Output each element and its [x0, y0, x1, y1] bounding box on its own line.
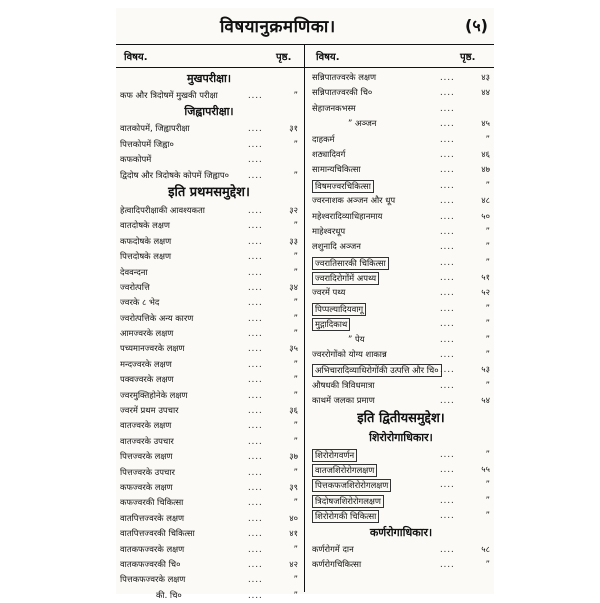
index-entry — [308, 101, 494, 116]
entry-title: ज्वरमें प्रथम उपचार — [120, 405, 179, 416]
index-entry — [308, 347, 494, 362]
page-title: विषयानुक्रमणिका। — [220, 17, 336, 37]
index-entry — [308, 378, 494, 393]
left-page-heading: पृष्ठ. — [276, 52, 292, 63]
entry-page: ” — [293, 90, 298, 100]
entry-title: कर्णरोगचिकित्सा — [312, 558, 362, 569]
leader-dots: .... — [248, 574, 263, 585]
index-entry — [116, 152, 302, 167]
entry-title: पित्तदोषके लक्षण — [120, 251, 172, 262]
leader-dots: .... — [440, 379, 455, 390]
leader-dots: .... — [440, 102, 455, 113]
index-entry — [308, 193, 494, 208]
index-entry — [116, 480, 302, 495]
leader-dots: .... — [440, 494, 455, 505]
entry-title: हेत्वादिपरीक्षाकी आवश्यकता — [120, 204, 205, 215]
entry-page: ” — [293, 169, 298, 180]
entry-title: औषधकी त्रिविधमात्रा — [312, 379, 375, 390]
entry-page: ५८ — [481, 543, 490, 554]
index-entry — [308, 239, 494, 254]
index-entry — [116, 557, 302, 572]
index-entry — [116, 311, 302, 326]
index-entry — [308, 224, 494, 239]
section-heading — [116, 103, 302, 121]
leader-dots: .... — [248, 297, 263, 308]
entry-page: ३९ — [289, 481, 298, 492]
section-heading — [116, 70, 302, 88]
entry-title: पित्तज्वरके उपचार — [120, 466, 175, 477]
leader-dots: .... — [248, 481, 263, 492]
entry-title: पित्तकफजशिरोरोगलक्षण — [312, 479, 391, 492]
leader-dots: .... — [248, 312, 263, 323]
entry-page: ५४ — [481, 395, 490, 406]
page-header — [116, 14, 494, 42]
leader-dots: .... — [440, 164, 455, 175]
entry-page: ” — [293, 589, 298, 600]
index-entry — [308, 447, 494, 462]
index-entry — [308, 132, 494, 147]
index-entry — [308, 285, 494, 300]
leader-dots: .... — [440, 395, 455, 406]
leader-dots: .... — [248, 589, 263, 600]
leader-dots: .... — [248, 405, 263, 416]
entry-title: ज्वरमुक्तिहोनेके लक्षण — [120, 389, 188, 400]
entry-title: सामान्यचिकित्सा — [312, 164, 361, 175]
index-entry — [308, 70, 494, 85]
entry-page: ५३ — [481, 364, 490, 375]
entry-page: ३१ — [289, 123, 298, 134]
entry-page: ” — [293, 251, 298, 262]
leader-dots: .... — [248, 154, 263, 165]
leader-dots: .... — [248, 138, 263, 149]
index-entry — [308, 493, 494, 508]
index-entry — [116, 372, 302, 387]
entry-title: वातपित्तज्वरकी चिकित्सा — [120, 528, 195, 539]
leader-dots: .... — [248, 528, 263, 539]
index-entry — [116, 542, 302, 557]
entry-title: वातकफज्वरकी चि० — [120, 558, 181, 569]
leader-dots: .... — [248, 466, 263, 477]
leader-dots: .... — [440, 148, 455, 159]
entry-title: कफदोषके लक्षण — [120, 235, 172, 246]
leader-dots: .... — [440, 133, 455, 144]
entry-page: ” — [293, 389, 298, 400]
column-header-row — [116, 44, 494, 68]
entry-title: पक्वज्वरके लक्षण — [120, 374, 174, 385]
entry-page: ” — [485, 379, 490, 390]
entry-title: इति प्रथमसमुद्देश। — [168, 184, 250, 200]
index-entry — [116, 121, 302, 136]
leader-dots: .... — [248, 90, 263, 100]
right-page-heading: पृष्ठ. — [460, 52, 476, 63]
leader-dots: .... — [248, 235, 263, 246]
entry-title: मुद्गादिकाथ — [312, 318, 350, 331]
index-entry — [116, 234, 302, 249]
entry-page: ” — [293, 435, 298, 446]
leader-dots: .... — [248, 389, 263, 400]
leader-dots: .... — [248, 374, 263, 385]
entry-page: ” — [485, 302, 490, 313]
entry-title: शठ्यादिवर्ग — [312, 148, 346, 159]
entry-page: ४० — [289, 512, 298, 523]
leader-dots: .... — [248, 497, 263, 508]
entry-page: ” — [293, 328, 298, 339]
leader-dots: .... — [248, 358, 263, 369]
entry-page: ” — [293, 312, 298, 323]
entry-page: ” — [485, 494, 490, 505]
entry-title: इति द्वितीयसमुद्देश। — [357, 410, 445, 426]
leader-dots: .... — [248, 251, 263, 262]
index-entry — [308, 332, 494, 347]
leader-dots: .... — [248, 451, 263, 462]
entry-title: कफकोपमें — [120, 154, 152, 165]
entry-page: ” — [293, 220, 298, 231]
entry-title: ज्वरोत्पत्तिके अन्य कारण — [120, 312, 194, 323]
entry-page: ” — [485, 479, 490, 490]
entry-title: जिह्वापरीक्षा। — [184, 105, 234, 119]
leader-dots: .... — [248, 266, 263, 277]
index-entry — [308, 116, 494, 131]
entry-title: वातकफज्वरके लक्षण — [120, 543, 185, 554]
entry-page: ४२ — [289, 558, 298, 569]
leader-dots: .... — [248, 435, 263, 446]
entry-title: पिप्पल्यादियवागू — [312, 303, 366, 316]
index-entry — [116, 434, 302, 449]
index-entry — [116, 572, 302, 587]
entry-page: ” — [485, 179, 490, 190]
entry-title: की. चि० — [156, 589, 182, 600]
entry-page: ४६ — [481, 148, 490, 159]
leader-dots: .... — [248, 512, 263, 523]
entry-page: ” — [485, 558, 490, 569]
entry-page: ४७ — [481, 164, 490, 175]
entry-title: शिरोरोगवर्णन — [312, 449, 357, 462]
index-entry — [308, 255, 494, 270]
index-entry — [116, 326, 302, 341]
entry-title: अभिचारादिव्याधिरोगोंकी उत्पत्ति और चि० — [312, 364, 442, 377]
entry-title: मन्दज्वरके लक्षण — [120, 358, 172, 369]
entry-title: ज्वरादिरोगोंमें अपथ्य — [312, 272, 379, 285]
entry-title: वातकोपमें, जिह्वापरीक्षा — [120, 123, 190, 134]
leader-dots: .... — [440, 195, 455, 206]
entry-page: ” — [293, 358, 298, 369]
leader-dots: .... — [248, 281, 263, 292]
entry-title: पच्यमानज्वरके लक्षण — [120, 343, 185, 354]
entry-title: पित्तकोपमें जिह्वा० — [120, 138, 174, 149]
index-entry — [116, 588, 302, 603]
entry-page: ५५ — [481, 463, 490, 474]
entry-title: शिरोरोगाधिकार। — [369, 430, 433, 444]
index-entry — [116, 265, 302, 280]
entry-title: द्विदोष और त्रिदोषके कोपमें जिह्वाप० — [120, 169, 230, 180]
index-entry — [116, 526, 302, 541]
leader-dots: .... — [440, 72, 455, 82]
index-entry — [116, 449, 302, 464]
index-entry — [308, 178, 494, 193]
index-entry — [308, 393, 494, 408]
entry-page: ” — [485, 349, 490, 360]
entry-page: ” — [293, 420, 298, 431]
leader-dots: .... — [248, 558, 263, 569]
entry-page: ” — [485, 241, 490, 252]
leader-dots: .... — [440, 241, 455, 252]
leader-dots: .... — [248, 169, 263, 180]
entry-page: ” — [485, 256, 490, 267]
entry-title: वातज्वरके उपचार — [120, 435, 174, 446]
entry-title: दाहकर्म — [312, 133, 335, 144]
entry-page: ३३ — [289, 235, 298, 246]
entry-page: ५२ — [481, 287, 490, 298]
index-entry — [116, 218, 302, 233]
leader-dots: .... — [440, 448, 455, 459]
index-entry — [308, 462, 494, 477]
entry-title: सन्निपातज्वरके लक्षण — [312, 72, 377, 82]
entry-page: ४१ — [289, 528, 298, 539]
entry-title: मुखपरीक्षा। — [186, 72, 232, 85]
entry-title: पित्तज्वरके लक्षण — [120, 451, 173, 462]
entry-page: ४५ — [481, 118, 490, 129]
entry-title: वातपित्तज्वरके लक्षण — [120, 512, 185, 523]
entry-title: वातदोषके लक्षण — [120, 220, 170, 231]
entry-title: वातज्वरके लक्षण — [120, 420, 172, 431]
leader-dots: .... — [440, 479, 455, 490]
index-entry — [308, 209, 494, 224]
entry-page: ” — [485, 318, 490, 329]
index-entry — [308, 557, 494, 572]
section-heading — [308, 429, 494, 447]
entry-title: सन्निपातज्वरकी चि० — [312, 87, 373, 98]
entry-page: ” — [293, 543, 298, 554]
section-heading — [116, 183, 302, 203]
entry-page: ४३ — [481, 72, 490, 82]
index-entry — [116, 388, 302, 403]
index-entry — [116, 495, 302, 510]
leader-dots: .... — [440, 87, 455, 98]
leader-dots: .... — [440, 543, 455, 554]
entry-page: ” — [485, 225, 490, 236]
index-entry — [116, 465, 302, 480]
index-entry — [116, 295, 302, 310]
index-entry — [308, 301, 494, 316]
leader-dots: .... — [440, 118, 455, 129]
index-entry — [116, 280, 302, 295]
entry-title: कफज्वरकी चिकित्सा — [120, 497, 184, 508]
index-entry — [308, 362, 494, 377]
leader-dots: .... — [440, 302, 455, 313]
entry-title: ” पेय — [348, 333, 365, 344]
entry-title: शिरोरोगकी चिकित्सा — [312, 510, 379, 523]
entry-title: वातजशिरोरोगलक्षण — [312, 464, 377, 477]
entry-page: ४८ — [481, 195, 490, 206]
entry-title: लशुनादि अञ्जन — [312, 241, 361, 252]
leader-dots: .... — [440, 510, 455, 521]
index-entry — [308, 316, 494, 331]
index-entry — [308, 270, 494, 285]
entry-page: ” — [293, 266, 298, 277]
index-entry — [308, 147, 494, 162]
index-entry — [308, 477, 494, 492]
leader-dots: .... — [440, 364, 455, 375]
entry-page: ३५ — [289, 343, 298, 354]
entry-page: ४४ — [481, 87, 490, 98]
entry-page: ” — [293, 374, 298, 385]
entry-title: ज्वरातिसारकी चिकित्सा — [312, 257, 389, 270]
right-index-column — [308, 70, 494, 572]
leader-dots: .... — [440, 333, 455, 344]
entry-title: कफज्वरके लक्षण — [120, 481, 173, 492]
entry-page: ” — [485, 448, 490, 459]
leader-dots: .... — [248, 204, 263, 215]
leader-dots: .... — [440, 318, 455, 329]
entry-title: माहेश्वरधूप — [312, 225, 346, 236]
entry-title: कर्णरोगाधिकार। — [369, 525, 433, 539]
index-entry — [116, 357, 302, 372]
entry-page: ” — [485, 133, 490, 144]
index-entry — [116, 249, 302, 264]
entry-page: ” — [485, 333, 490, 344]
index-entry — [308, 85, 494, 100]
index-entry — [116, 88, 302, 103]
entry-page: ” — [293, 138, 298, 149]
leader-dots: .... — [248, 328, 263, 339]
leader-dots: .... — [440, 558, 455, 569]
leader-dots: .... — [440, 225, 455, 236]
leader-dots: .... — [440, 210, 455, 221]
book-page — [116, 8, 494, 600]
column-divider — [304, 44, 305, 592]
entry-title: देववन्दना — [120, 266, 148, 277]
entry-title: विषमज्वरचिकित्सा — [312, 180, 374, 193]
entry-title: कफ और त्रिदोषमें मुखकी परीक्षा — [120, 90, 218, 100]
entry-page: ३७ — [289, 451, 298, 462]
index-entry — [116, 203, 302, 218]
entry-page: ” — [293, 466, 298, 477]
entry-page: ५१ — [481, 272, 490, 283]
left-index-column — [116, 70, 302, 603]
entry-page: ” — [293, 574, 298, 585]
entry-title: कर्णरोगमें दान — [312, 543, 354, 554]
leader-dots: .... — [248, 123, 263, 134]
entry-title: ज्वरके ८ भेद — [120, 297, 160, 308]
leader-dots: .... — [440, 272, 455, 283]
index-entry — [308, 542, 494, 557]
index-entry — [116, 341, 302, 356]
entry-title: सेहाजनकभस्म — [312, 102, 356, 113]
page-number: (५) — [465, 16, 488, 35]
entry-page: ” — [293, 497, 298, 508]
leader-dots: .... — [440, 287, 455, 298]
entry-title: ज्वरोत्पत्ति — [120, 281, 150, 292]
leader-dots: .... — [440, 463, 455, 474]
index-entry — [308, 508, 494, 523]
entry-page: ” — [293, 297, 298, 308]
entry-page: ३४ — [289, 281, 298, 292]
entry-title: त्रिदोषजशिरोरोगलक्षण — [312, 495, 384, 508]
entry-title: ज्वरमें पथ्य — [312, 287, 346, 298]
entry-page: ५० — [481, 210, 490, 221]
index-entry — [116, 168, 302, 183]
leader-dots: .... — [248, 420, 263, 431]
leader-dots: .... — [248, 543, 263, 554]
entry-title: आमज्वरके लक्षण — [120, 328, 174, 339]
index-entry — [116, 403, 302, 418]
entry-title: पित्तकफज्वरके लक्षण — [120, 574, 186, 585]
entry-title: ज्वररोगोंको योग्य शाकान्न — [312, 349, 387, 360]
index-entry — [116, 511, 302, 526]
index-entry — [116, 418, 302, 433]
right-subject-heading: विषय. — [316, 52, 340, 63]
index-entry — [116, 137, 302, 152]
entry-page: ३२ — [289, 204, 298, 215]
leader-dots: .... — [440, 256, 455, 267]
leader-dots: .... — [248, 343, 263, 354]
leader-dots: .... — [248, 220, 263, 231]
index-entry — [308, 162, 494, 177]
entry-page: ” — [485, 510, 490, 521]
leader-dots: .... — [440, 179, 455, 190]
leader-dots: .... — [440, 349, 455, 360]
entry-title: काथमें जलका प्रमाण — [312, 395, 375, 406]
entry-title: महेश्वरादिव्याधिहानमाय — [312, 210, 383, 221]
entry-title: ज्वरनाशक अञ्जन और धूप — [312, 195, 396, 206]
entry-title: ” अञ्जन — [348, 118, 377, 129]
section-heading — [308, 524, 494, 542]
left-subject-heading: विषय. — [124, 52, 148, 63]
entry-page: ३६ — [289, 405, 298, 416]
section-heading — [308, 409, 494, 429]
